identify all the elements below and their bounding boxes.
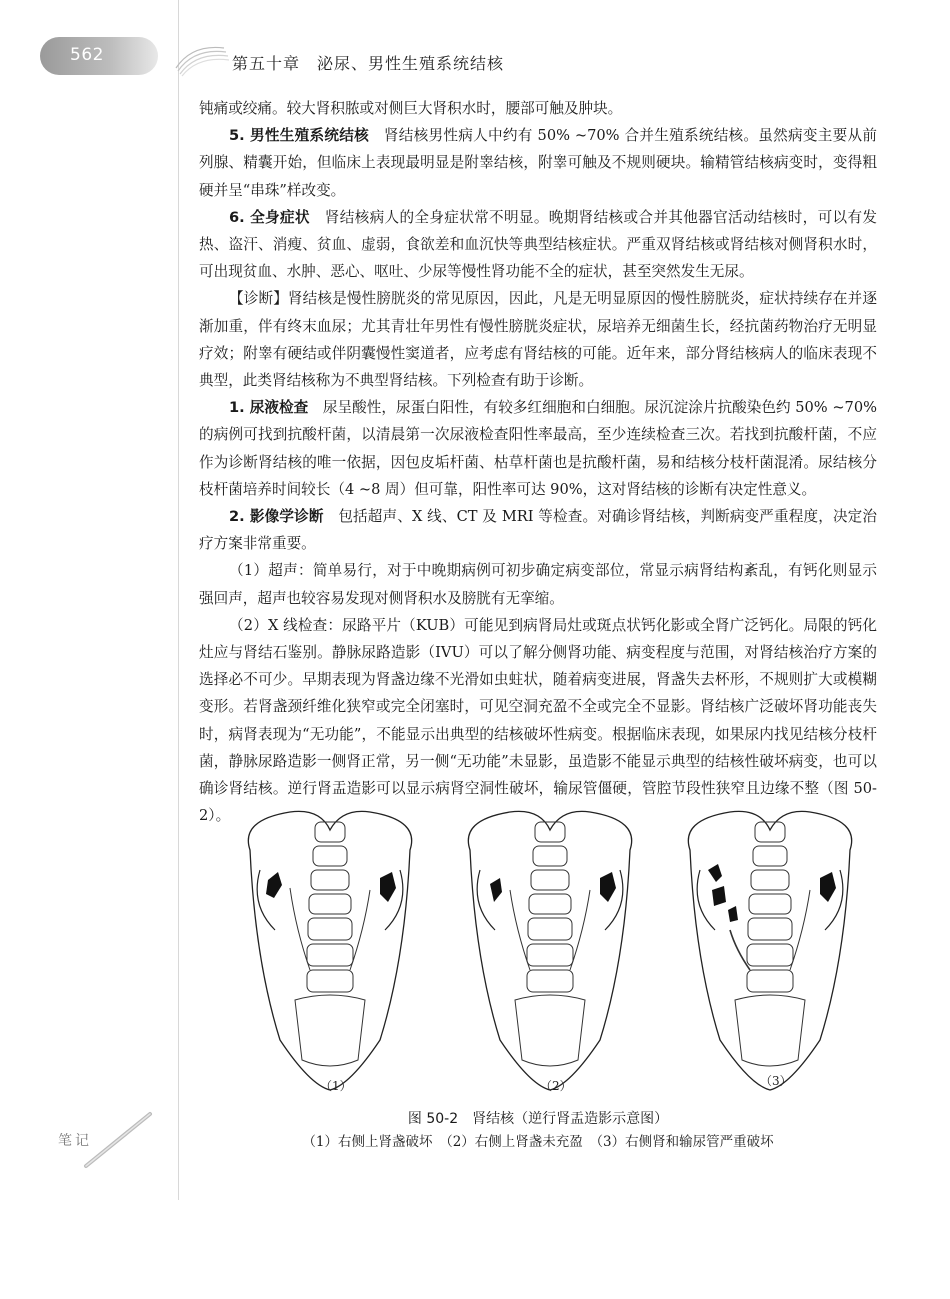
paragraph [199,394,877,503]
pen-icon [78,1110,158,1170]
section-heading: 5. 男性生殖系统结核 [229,127,370,145]
paragraph: 【诊断】肾结核是慢性膀胱炎的常见原因，因此，凡是无明显原因的慢性膀胱炎，症状持续存在并逐渐加重，伴有终末血尿；尤其青壮年男性有慢性膀胱炎症状，尿培养无细菌生长，经抗菌药物治疗无明显疗效；附睾有硬结或伴阴囊慢性窦道者，应考虑有肾结核的可能。近年来，部分肾结核病人的临床表现不典型，此类肾结核称为不典型肾结核。下列检查有助于诊断。 [199,290,877,390]
figure-panel-3 [688,811,851,1090]
paragraph [199,204,877,286]
chapter-title: 第五十章 泌尿、男性生殖系统结核 [232,54,505,73]
figure-panel-2 [468,811,631,1093]
figure-caption: 图 50-2 肾结核（逆行肾盂造影示意图） [407,1111,669,1127]
figure-panel-label: （2） [540,1079,572,1093]
section-heading: 1. 尿液检查 [229,399,309,417]
page-number: 562 [70,45,104,65]
decorative-swirl-icon [172,38,232,78]
section-heading: 6. 全身症状 [229,208,310,226]
paragraph: 钝痛或绞痛。较大肾积脓或对侧巨大肾积水时，腰部可触及肿块。 [199,100,623,117]
paragraph-text: 尿呈酸性，尿蛋白阳性，有较多红细胞和白细胞。尿沉淀涂片抗酸染色约 50% ~70% 的病例可找到抗酸杆菌，以清晨第一次尿液检查阳性率最高，至少连续检查三次。若找到抗酸杆菌，不应作为诊断肾结核的唯一依据，因包皮垢杆菌、枯草杆菌也是抗酸杆菌，易和结核分枝杆菌混淆。尿结核分枝杆菌培养时间较长（4 ~8 周）但可靠，阳性率可达 90%，这对肾结核的诊断有决定性意义。 [199,399,877,498]
paragraph: （1）超声：简单易行，对于中晚期病例可初步确定病变部位，常显示病肾结构紊乱，有钙化则显示强回声，超声也较容易发现对侧肾积水及膀胱有无挛缩。 [199,562,877,607]
figure-subcaption: （1）右侧上肾盏破坏 （2）右侧上肾盏未充盈 （3）右侧肾和输尿管严重破坏 [302,1134,774,1150]
paragraph [199,122,877,204]
figure-panel-1 [248,811,411,1093]
body-text [199,95,877,829]
paragraph-text: 包括超声、X 线、CT 及 MRI 等检查。对确诊肾结核，判断病变严重程度，决定治疗方案非常重要。 [199,508,878,553]
paragraph: （2）X 线检查：尿路平片（KUB）可能见到病肾局灶或斑点状钙化影或全肾广泛钙化。局限的钙化灶应与肾结石鉴别。静脉尿路造影（IVU）可以了解分侧肾功能、病变程度与范围，对肾结核治疗方案的选择必不可少。早期表现为肾盏边缘不光滑如虫蛀状，随着病变进展，肾盏失去杯形，不规则扩大或模糊变形。若肾盏颈纤维化狭窄或完全闭塞时，可见空洞充盈不全或完全不显影。肾结核广泛破坏肾功能丧失时，病肾表现为“无功能”，不能显示出典型的结核破坏性病变。根据临床表现，如果尿内找见结核分枝杆菌，静脉尿路造影一侧肾正常，另一侧“无功能”未显影，虽造影不能显示典型的结核性破坏病变，也可以确诊肾结核。逆行肾盂造影可以显示病肾空洞性破坏，输尿管僵硬，管腔节段性狭窄且边缘不整（图 50-2）。 [199,616,877,825]
margin-rule [178,0,179,1200]
notes-label: 笔记 [58,1133,92,1149]
figure-50-2 [215,810,865,1100]
figure-panel-label: （3） [760,1074,792,1088]
paragraph-text: 肾结核病人的全身症状常不明显。晚期肾结核或合并其他器官活动结核时，可以有发热、盗汗、消瘦、贫血、虚弱，食欲差和血沉快等典型结核症状。严重双肾结核或肾结核对侧肾积水时，可出现贫血、水肿、恶心、呕吐、少尿等慢性肾功能不全的症状，甚至突然发生无尿。 [199,208,877,281]
section-heading: 2. 影像学诊断 [229,508,324,526]
paragraph-text: 肾结核男性病人中约有 50% ~70% 合并生殖系统结核。虽然病变主要从前列腺、精囊开始，但临床上表现最明显是附睾结核，附睾可触及不规则硬块。输精管结核病变时，变得粗硬并呈“串珠”样改变。 [199,127,877,199]
figure-panel-label: （1） [320,1079,352,1093]
paragraph [199,503,877,557]
